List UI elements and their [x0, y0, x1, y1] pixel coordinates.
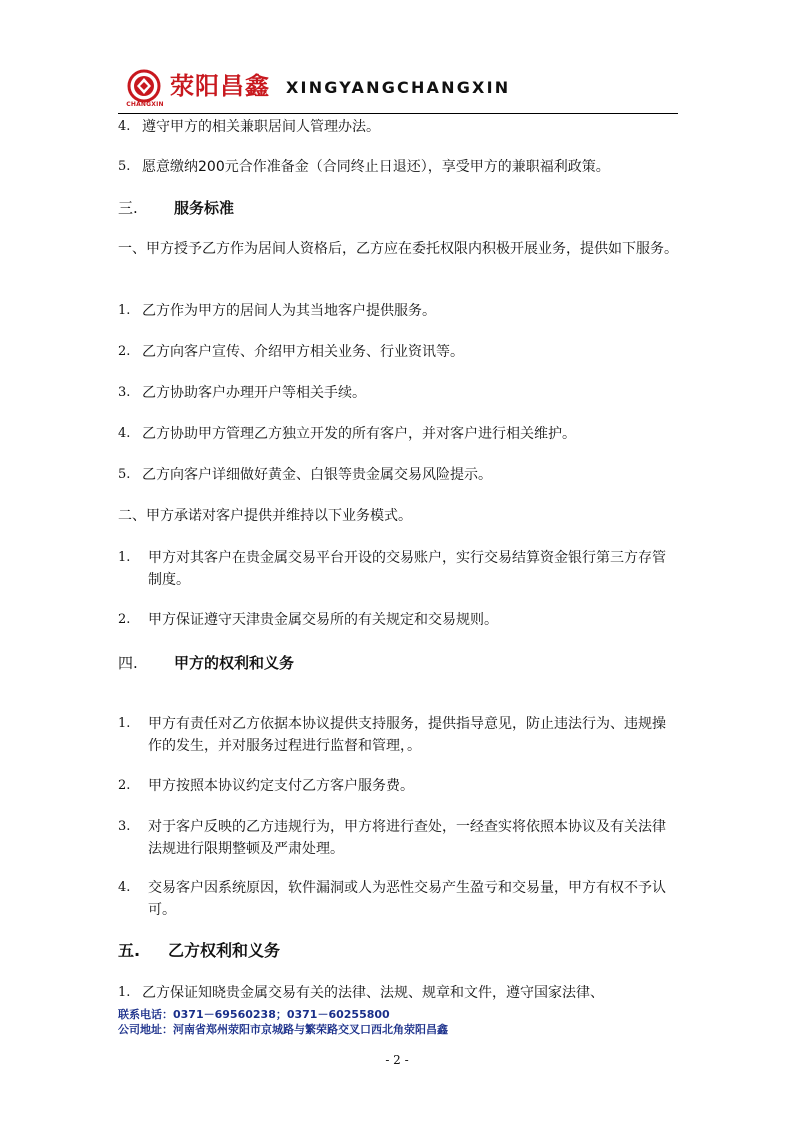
letterhead	[120, 66, 680, 112]
section-number: 四.	[118, 654, 138, 672]
section-title: 服务标准	[174, 199, 235, 217]
item-text: 甲方保证遵守天津贵金属交易所的有关规定和交易规则。	[148, 612, 498, 628]
item-text: 交易客户因系统原因，软件漏洞或人为恶性交易产生盈亏和交易量，甲方有权不予认可。	[148, 880, 666, 918]
paragraph: 二、甲方承诺对客户提供并维持以下业务模式。	[118, 508, 412, 524]
item-text: 乙方保证知晓贵金属交易有关的法律、法规、规章和文件，遵守国家法律、	[142, 985, 604, 1001]
item-number: 1.	[118, 716, 131, 731]
item-number: 1.	[118, 303, 131, 318]
section-number: 五.	[118, 941, 141, 960]
item-text: 乙方协助甲方管理乙方独立开发的所有客户，并对客户进行相关维护。	[142, 426, 576, 442]
item-text: 愿意缴纳200元合作准备金（合同终止日退还），享受甲方的兼职福利政策。	[142, 159, 610, 175]
item-text: 乙方作为甲方的居间人为其当地客户提供服务。	[142, 303, 436, 319]
paragraph: 一、甲方授予乙方作为居间人资格后，乙方应在委托权限内积极开展业务，提供如下服务。	[118, 241, 678, 257]
page-footer	[118, 1007, 448, 1037]
company-address: 公司地址：河南省郑州荥阳市京城路与繁荣路交叉口西北角荥阳昌鑫	[118, 1023, 448, 1036]
item-text: 甲方有责任对乙方依据本协议提供支持服务，提供指导意见，防止违法行为、违规操作的发生，并对服务过程进行监督和管理，。	[148, 716, 666, 754]
item-text: 乙方向客户宣传、介绍甲方相关业务、行业资讯等。	[142, 344, 464, 360]
item-text: 对于客户反映的乙方违规行为，甲方将进行查处，一经查实将依照本协议及有关法律法规进行限期整顿及严肃处理。	[148, 819, 666, 857]
item-number: 1.	[118, 550, 131, 565]
item-text: 遵守甲方的相关兼职居间人管理办法。	[142, 119, 380, 135]
contact-phone: 联系电话：0371－69560238；0371－60255800	[118, 1008, 390, 1021]
section-title: 乙方权利和义务	[168, 941, 281, 960]
item-text: 乙方向客户详细做好黄金、白银等贵金属交易风险提示。	[142, 467, 492, 483]
section-number: 三.	[118, 199, 138, 217]
item-number: 4.	[118, 426, 131, 441]
item-number: 2.	[118, 612, 131, 627]
item-text: 甲方对其客户在贵金属交易平台开设的交易账户，实行交易结算资金银行第三方存管制度。	[148, 550, 666, 588]
section-title: 甲方的权利和义务	[174, 654, 295, 672]
item-number: 5.	[118, 159, 131, 174]
page-number: - 2 -	[385, 1053, 409, 1067]
item-number: 3.	[118, 385, 131, 400]
logo-caption: CHANGXIN	[126, 101, 164, 108]
item-number: 3.	[118, 819, 131, 834]
item-number: 2.	[118, 344, 131, 359]
item-number: 1.	[118, 985, 131, 1000]
item-number: 4.	[118, 880, 131, 895]
item-number: 5.	[118, 467, 131, 482]
header-divider	[118, 113, 678, 114]
item-text: 乙方协助客户办理开户等相关手续。	[142, 385, 366, 401]
brand-name-english: XINGYANGCHANGXIN	[286, 78, 511, 97]
item-text: 甲方按照本协议约定支付乙方客户服务费。	[148, 778, 414, 794]
item-number: 2.	[118, 778, 131, 793]
brand-name-chinese: 荥阳昌鑫	[170, 72, 270, 100]
item-number: 4.	[118, 119, 131, 134]
